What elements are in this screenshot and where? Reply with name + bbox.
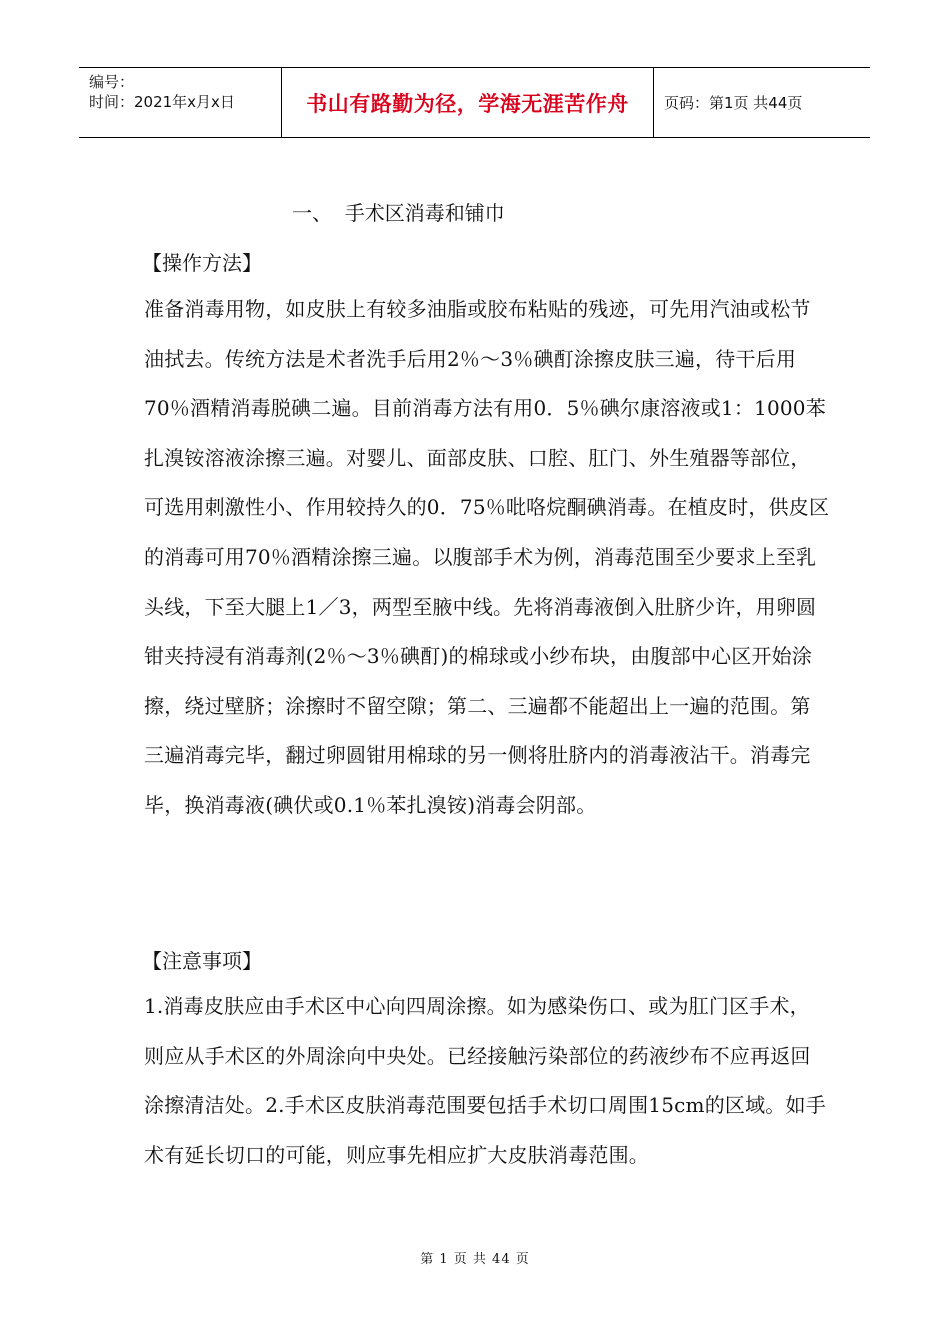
paragraph-operation-method: 准备消毒用物，如皮肤上有较多油脂或胶布粘贴的残迹，可先用汽油或松节油拭去。传统方法是术者洗手后用2％～3％碘酊涂擦皮肤三遍，待干后用70％酒精消毒脱碘二遍。目前消毒方法有用0．5％碘尔康溶液或1：1000苯扎溴铵溶液涂擦三遍。对婴儿、面部皮肤、口腔、肛门、外生殖器等部位，可选用刺激性小、作用较持久的0．75％吡咯烷酮碘消毒。在植皮时，供皮区的消毒可用70％酒精涂擦三遍。以腹部手术为例，消毒范围至少要求上至乳头线，下至大腿上1／3，两型至腋中线。先将消毒液倒入肚脐少许，用卵圆钳夹持浸有消毒剂(2％～3％碘酊)的棉球或小纱布块，由腹部中心区开始涂擦，绕过壁脐；涂擦时不留空隙；第二、三遍都不能超出上一遍的范围。第三遍消毒完毕，翻过卵圆钳用棉球的另一侧将肚脐内的消毒液沾干。消毒完毕，换消毒液(碘伏或0.1％苯扎溴铵)消毒会阴部。 bbox=[144, 297, 830, 817]
section-heading-operation-method: 【操作方法】 bbox=[142, 251, 262, 275]
paragraph-precautions: 1.消毒皮肤应由手术区中心向四周涂擦。如为感染伤口、或为肛门区手术，则应从手术区的外周涂向中央处。已经接触污染部位的药液纱布不应再返回涂擦清洁处。2.手术区皮肤消毒范围要包括手术切口周围15cm的区域。如手术有延长切口的可能，则应事先相应扩大皮肤消毒范围。 bbox=[144, 994, 826, 1167]
header-meta-cell bbox=[79, 68, 282, 137]
section-title: 一、 手术区消毒和铺巾 bbox=[292, 201, 505, 225]
header-motto: 书山有路勤为径，学海无涯苦作舟 bbox=[282, 68, 654, 137]
page-footer: 第 1 页 共 44 页 bbox=[420, 1252, 530, 1267]
document-header bbox=[79, 67, 870, 138]
header-page-info: 页码：第1页 共44页 bbox=[664, 94, 803, 112]
serial-number-label: 编号： bbox=[89, 73, 135, 91]
section-heading-precautions: 【注意事项】 bbox=[142, 949, 262, 973]
date-label: 时间：2021年x月x日 bbox=[89, 93, 235, 111]
